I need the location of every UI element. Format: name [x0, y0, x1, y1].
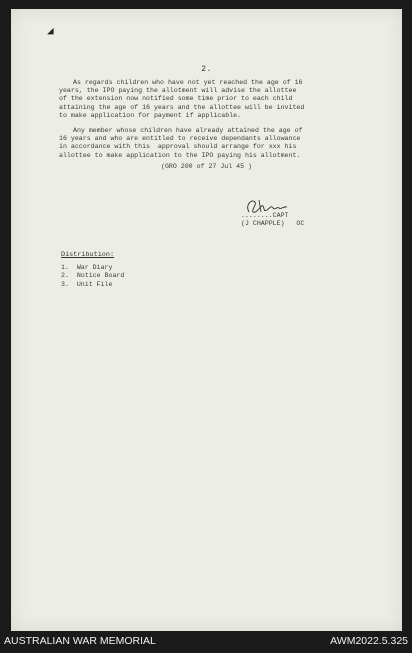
- paragraph-line: 16 years and who are entitled to receive dependants allowance: [59, 135, 301, 143]
- paragraph-line: As regards children who have not yet reached the age of 16: [73, 79, 303, 86]
- corner-mark: ◢: [47, 26, 54, 38]
- footer-institution: AUSTRALIAN WAR MEMORIAL: [4, 635, 156, 647]
- distribution-item: 2. Notice Board: [61, 272, 125, 280]
- page-number: 2.: [201, 65, 212, 74]
- footer-bar: [0, 631, 412, 653]
- paragraph-line: in accordance with this approval should arrange for xxx his: [59, 143, 297, 151]
- paragraph-line: years, the IPO paying the allotment will advise the allottee: [59, 87, 297, 95]
- paragraph-line: of the extension now notified some time prior to each child: [59, 95, 293, 103]
- footer-accession-number: AWM2022.5.325: [330, 635, 408, 647]
- signature-rank: ........CAPT: [241, 212, 289, 219]
- paragraph-line: Any member whose children have already attained the age of: [73, 127, 303, 134]
- distribution-item: 1. War Diary: [61, 264, 113, 271]
- distribution-item: 3. Unit File: [61, 280, 113, 288]
- paragraph-line: attaining the age of 16 years and the allottee will be invited: [59, 103, 305, 111]
- document-page: [11, 9, 402, 631]
- distribution-title: Distribution:: [61, 251, 115, 259]
- paragraph-children-under-16: [59, 79, 369, 120]
- paragraph-line: to make application for payment if applicable.: [59, 111, 242, 119]
- distribution-list: [61, 264, 124, 289]
- paragraph-line: allottee to make application to the IPO paying his allotment.: [59, 151, 301, 159]
- paragraph-members-children: [59, 127, 369, 160]
- order-reference: (GRO 200 of 27 Jul 45 ): [160, 163, 252, 170]
- signature-name: (J CHAPPLE) OC: [241, 220, 305, 227]
